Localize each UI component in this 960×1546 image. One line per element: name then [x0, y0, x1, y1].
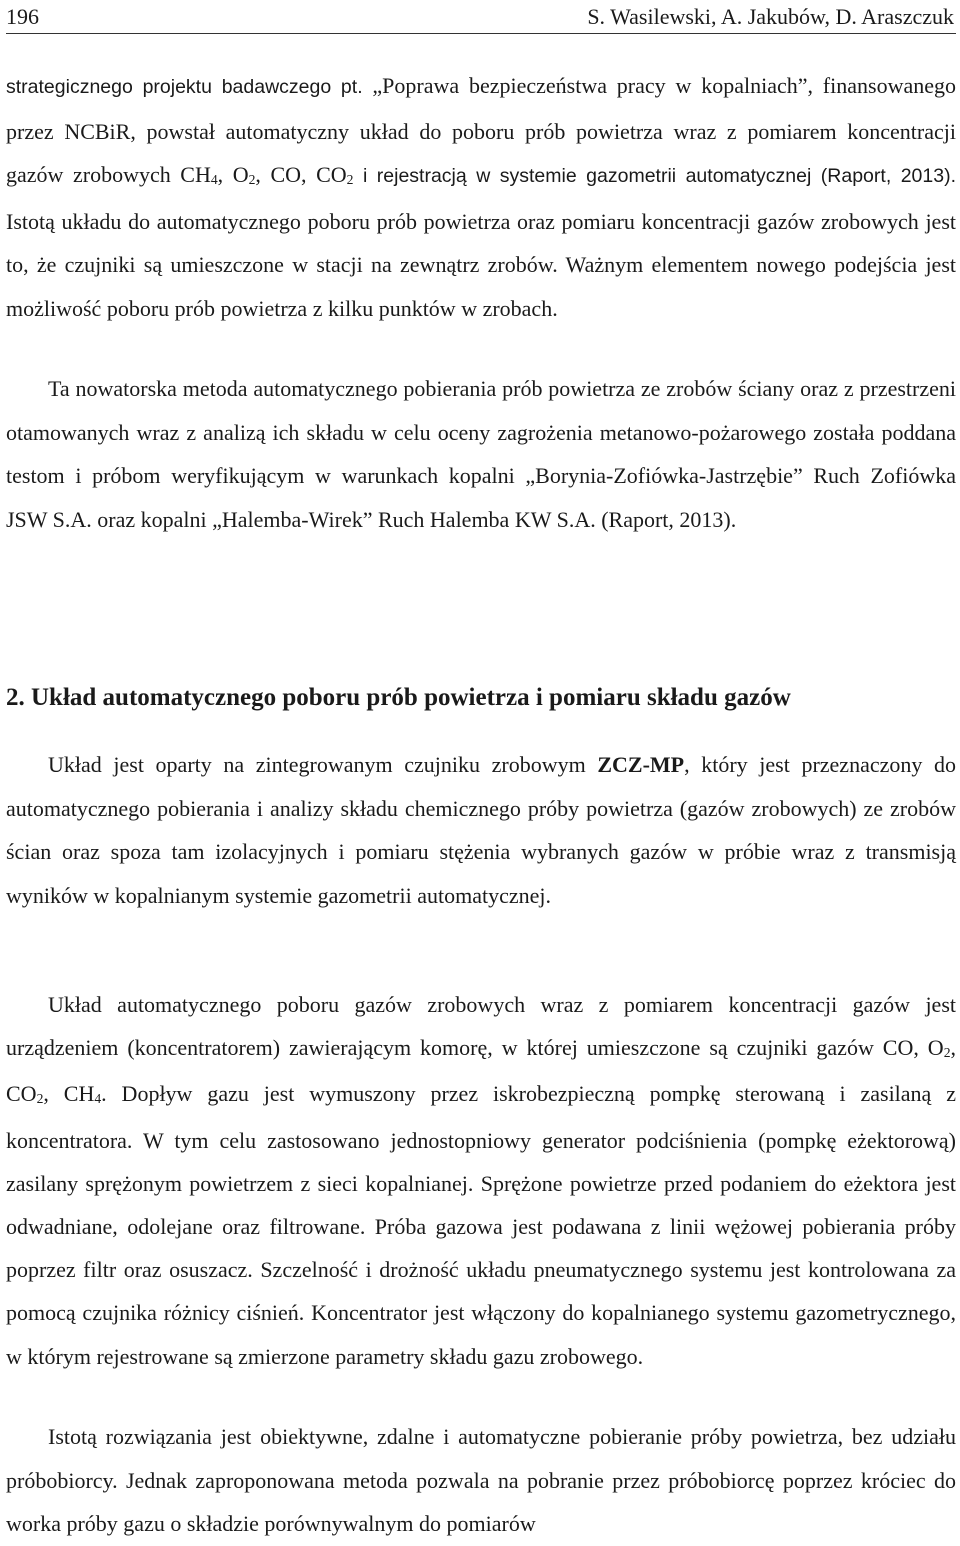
paragraph-sensor: [6, 743, 956, 917]
text-segment: Układ automatycznego poboru gazów zrobowych wraz z pomiarem koncentracji gazów jest urządzeniem (koncentratorem) zawierającym komorę, w której umieszczone są czujniki gazów CO, O: [6, 992, 956, 1061]
text-segment: , który jest przeznaczony do automatycznego pobierania i analizy składu chemicznego próby powietrza (gazów zrobowych) ze zrobów ścian oraz spoza tam izolacyjnych i pomiaru stężenia wybranych gazów w próbie wraz z transmisją wyników w kopalnianym systemie gazometrii automatycznej.: [6, 752, 956, 908]
text-segment: , CH: [43, 1081, 95, 1107]
paragraph-concentrator: [6, 983, 956, 1378]
paragraph-solution: Istotą rozwiązania jest obiektywne, zdalne i automatyczne pobieranie próby powietrza, bez udziału próbobiorcy. Jednak zaproponowana metoda pozwala na pobranie przez próbobiorcę poprzez króciec do worka próby gazu o składzie porównywalnym do pomiarów: [6, 1424, 956, 1536]
section-heading: 2. Układ automatycznego poboru prób powietrza i pomiaru składu gazów: [6, 684, 791, 711]
text-segment: , CO: [6, 1035, 956, 1107]
running-head-authors: S. Wasilewski, A. Jakubów, D. Araszczuk: [587, 4, 954, 29]
subscript: 2: [943, 1044, 951, 1060]
sensor-name: ZCZ-MP: [597, 752, 685, 777]
page-number: 196: [6, 4, 39, 29]
text-segment: strategicznego projektu badawczego pt.: [6, 76, 373, 98]
paragraph-project-intro: [6, 64, 956, 330]
subscript: 2: [346, 171, 354, 187]
paragraph-method-tests: Ta nowatorska metoda automatycznego pobierania prób powietrza ze zrobów ściany oraz z przestrzeni otamowanych wraz z analizą ich składu w celu oceny zagrożenia metanowo-pożarowego została poddana testom i próbom weryfikującym w warunkach kopalni „Borynia-Zofiówka-Jastrzębie” Ruch Zofiówka JSW S.A. oraz kopalni „Halemba-Wirek” Ruch Halemba KW S.A. (Raport, 2013).: [6, 376, 956, 532]
text-segment: , CO, CO: [255, 162, 347, 187]
text-segment: . Dopływ gazu jest wymuszony przez iskrobezpieczną pompkę sterowaną i zasilaną z koncentratora. W tym celu zastosowano jednostopniowy generator podciśnienia (pompkę eżektorową) zasilany sprężonym powietrzem z sieci kopalnianej. Sprężone powietrze przed podaniem do eżektora jest odwadniane, odolejane oraz filtrowane. Próba gazowa jest podawana z linii wężowej pobierania próby poprzez filtr oraz osuszacz. Szczelność i drożność układu pneumatycznego systemu jest kontrolowana za pomocą czujnika różnicy ciśnień. Koncentrator jest włączony do kopalnianego systemu gazometrycznego, w którym rejestrowane są zmierzone parametry składu gazu zrobowego.: [6, 1081, 956, 1369]
running-header: [6, 3, 956, 34]
text-segment: „Poprawa bezpieczeństwa pracy w kopalniach”, finansowanego przez NCBiR, powstał automatyczny układ do poboru prób powietrza wraz z pomiarem koncentracji gazów zrobowych CH: [6, 73, 956, 187]
text-segment: , O: [217, 162, 249, 187]
text-segment: Istotą układu do automatycznego poboru prób powietrza oraz pomiaru koncentracji gazów zrobowych jest to, że czujniki są umieszczone w stacji na zewnątrz zrobów. Ważnym elementem nowego podejścia jest możliwość poboru prób powietrza z kilku punktów w zrobach.: [6, 208, 956, 321]
subscript: 2: [248, 171, 256, 187]
subscript: 4: [210, 171, 218, 187]
subscript: 2: [36, 1091, 44, 1107]
text-segment: Układ jest oparty na zintegrowanym czujniku zrobowym: [48, 752, 598, 777]
text-segment: i rejestracją w systemie gazometrii automatycznej (Raport, 2013).: [353, 165, 956, 187]
subscript: 4: [94, 1091, 102, 1107]
